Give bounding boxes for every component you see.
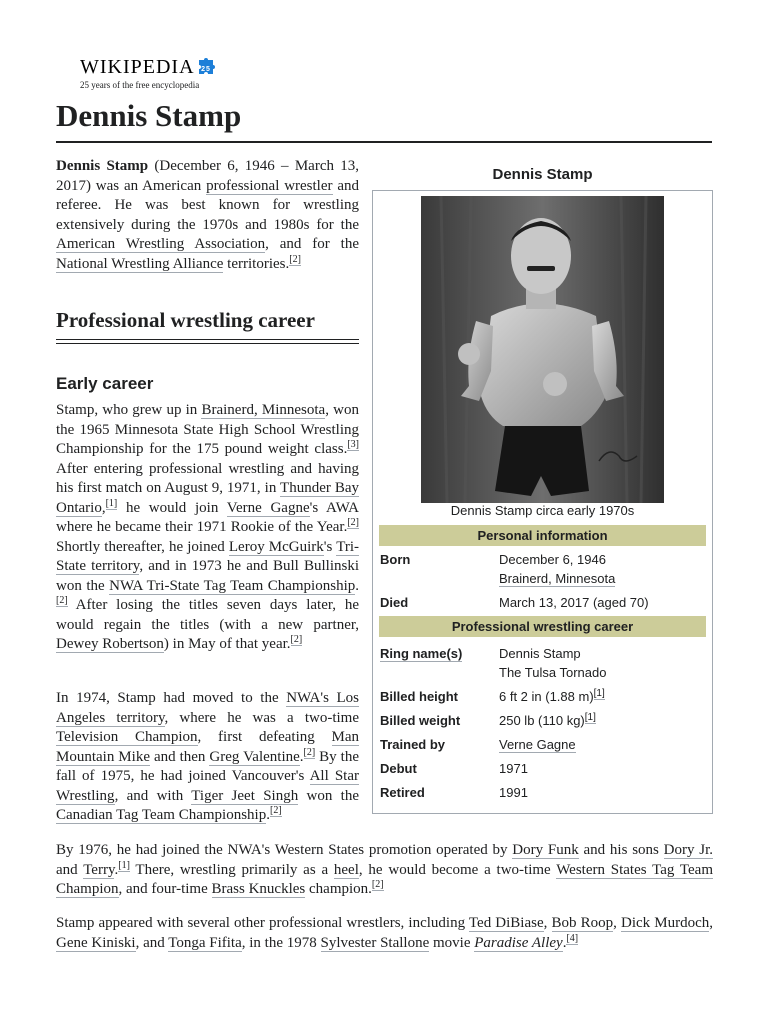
- died-label: Died: [380, 595, 409, 610]
- early-career-paragraph-4: Stamp appeared with several other professional wrestlers, including Ted DiBiase, Bob Roop, Dick Murdoch, Gene Kiniski, and Tonga Fifita, in the 1978 Sylvester Stallone movie Paradise Alley.[4]: [56, 915, 714, 951]
- link-leroy-mcguirk[interactable]: Leroy McGuirk: [228, 538, 324, 555]
- ring-name-2: The Tulsa Tornado: [499, 665, 607, 680]
- photo-caption: Dennis Stamp circa early 1970s: [450, 503, 635, 518]
- logo-tagline: 25 years of the free encyclopedia: [80, 80, 200, 90]
- ref-link[interactable]: [1]: [593, 687, 605, 699]
- early-career-paragraph-1: Stamp, who grew up in Brainerd, Minnesota, won the 1965 Minnesota State High School Wrestling Championship for the 175 pound weight class.[3] After entering professional wrestling and having his first match on August 9, 1971, in Thunder Bay Ontario,[1] he would join Verne Gagne's AWA where he became their 1971 Rookie of the Year.[2] Shortly thereafter, he joined Leroy McGuirk's Tri-State territory, and in 1973 he and Bull Bullinski won the NWA Tri-State Tag Team Championship.[2] After losing the titles seven days later, he would regain the titles (with a new partner, Dewey Robertson) in May of that year.[2]: [56, 402, 359, 652]
- early-career-paragraph-3: By 1976, he had joined the NWA's Western States promotion operated by Dory Funk and his sons Dory Jr. and Terry.[1] There, wrestling primarily as a heel, he would become a two-time Western States Tag Team Champion, and four-time Brass Knuckles champion.[2]: [56, 842, 714, 897]
- link-man-mountain-mike[interactable]: Man Mountain Mike: [56, 729, 359, 765]
- page-title: Dennis Stamp: [56, 96, 712, 143]
- ring-name-values: [499, 644, 606, 682]
- died-value: March 13, 2017 (aged 70): [499, 595, 649, 610]
- link-brainerd[interactable]: Brainerd, Minnesota: [201, 402, 326, 418]
- debut-label: Debut: [380, 761, 417, 776]
- link-brass-knuckles[interactable]: Brass Knuckles: [211, 881, 306, 897]
- ref-link[interactable]: [2]: [303, 746, 316, 758]
- subject-name: Dennis Stamp: [56, 158, 149, 174]
- link-heel[interactable]: heel: [333, 861, 359, 878]
- link-ontario[interactable]: Ontario: [56, 499, 102, 516]
- ring-name-label[interactable]: Ring name(s): [380, 646, 463, 661]
- retired-label: Retired: [380, 785, 425, 800]
- link-terry[interactable]: Terry: [83, 861, 115, 878]
- link-trainer[interactable]: Verne Gagne: [499, 737, 576, 752]
- ref-link[interactable]: [1]: [584, 711, 596, 723]
- ref-link[interactable]: [2]: [289, 253, 301, 265]
- personal-info-header: Personal information: [379, 525, 706, 546]
- link-paradise-alley[interactable]: Paradise Alley: [474, 934, 563, 951]
- link-greg-valentine[interactable]: Greg Valentine: [209, 748, 300, 765]
- infobox: [372, 190, 713, 814]
- debut-value: 1971: [499, 761, 528, 776]
- height-value: 6 ft 2 in (1.88 m)[1]: [499, 687, 605, 704]
- ref-link[interactable]: [2]: [347, 517, 359, 528]
- ref-link[interactable]: [1]: [105, 497, 118, 509]
- logo-wordmark: [80, 56, 217, 79]
- link-awa[interactable]: American Wrestling Association: [56, 236, 266, 252]
- born-date: December 6, 1946: [499, 552, 606, 567]
- link-dewey-robertson[interactable]: Dewey Robertson: [56, 636, 164, 652]
- link-ted-dibiase[interactable]: Ted DiBiase: [468, 915, 544, 931]
- link-verne-gagne[interactable]: Verne Gagne: [226, 499, 310, 516]
- ref-link[interactable]: [2]: [269, 805, 282, 816]
- ref-link[interactable]: [2]: [371, 879, 384, 890]
- link-television-champion[interactable]: Television Champion: [56, 729, 198, 745]
- weight-label: Billed weight: [380, 713, 461, 728]
- wikipedia-logo[interactable]: [80, 56, 217, 90]
- link-nwa-tri-state-tag[interactable]: NWA Tri-State Tag Team Championship: [109, 577, 356, 594]
- link-dory-funk[interactable]: Dory Funk: [512, 842, 579, 858]
- ref-link[interactable]: [1]: [118, 859, 130, 871]
- trained-label: Trained by: [380, 737, 446, 752]
- link-canadian-tag-team[interactable]: Canadian Tag Team Championship: [56, 807, 267, 823]
- link-bob-roop[interactable]: Bob Roop: [551, 915, 614, 931]
- link-western-states-tag[interactable]: Western States Tag Team Champion: [56, 861, 714, 897]
- link-sylvester-stallone[interactable]: Sylvester Stallone: [320, 934, 430, 951]
- subsection-heading: Early career: [56, 374, 154, 393]
- link-nwa[interactable]: National Wrestling Alliance: [56, 255, 224, 272]
- weight-value: 250 lb (110 kg)[1]: [499, 711, 596, 728]
- early-career-paragraph-2: In 1974, Stamp had moved to the NWA's Los Angeles territory, where he was a two-time Television Champion, first defeating Man Mountain Mike and then Greg Valentine.[2] By the fall of 1975, he had joined Vancouver's All Star Wrestling, and with Tiger Jeet Singh won the Canadian Tag Team Championship.[2]: [56, 690, 359, 823]
- link-dory-jr[interactable]: Dory Jr.: [663, 842, 714, 858]
- retired-value: 1991: [499, 785, 528, 800]
- badge-text: 25: [200, 65, 211, 73]
- ref-link[interactable]: [4]: [566, 932, 579, 944]
- born-value: [499, 550, 615, 588]
- link-tiger-jeet-singh[interactable]: Tiger Jeet Singh: [191, 787, 299, 804]
- link-tonga-fifita[interactable]: Tonga Fifita: [168, 934, 242, 951]
- link-dick-murdoch[interactable]: Dick Murdoch: [621, 915, 710, 931]
- puzzle-globe-icon: [195, 57, 217, 79]
- height-label: Billed height: [380, 689, 458, 704]
- ref-link[interactable]: [2]: [290, 634, 303, 645]
- wordmark-text: WIKIPEDIA: [80, 56, 195, 78]
- born-label: Born: [380, 552, 411, 567]
- link-gene-kiniski[interactable]: Gene Kiniski: [56, 934, 136, 951]
- link-tri-state-territory[interactable]: Tri-State territory: [56, 538, 359, 574]
- lead-paragraph: Dennis Stamp (December 6, 1946 – March 13, 2017) was an American professional wrestler and referee. He was best known for wrestling extensively during the 1970s and 1980s for the American Wrestling Association, and for the National Wrestling Alliance territories.[2]: [56, 158, 359, 272]
- link-thunder-bay[interactable]: Thunder Bay: [280, 480, 359, 496]
- photo-illustration: [421, 196, 664, 503]
- link-all-star-wrestling[interactable]: All Star Wrestling: [56, 768, 359, 804]
- link-nwa-los-angeles[interactable]: NWA's Los Angeles territory: [56, 690, 359, 726]
- link-born-place[interactable]: Brainerd, Minnesota: [499, 571, 616, 586]
- section-heading: Professional wrestling career: [56, 308, 359, 340]
- ref-link[interactable]: [2]: [56, 595, 68, 606]
- infobox-title: Dennis Stamp: [492, 166, 593, 183]
- link-professional-wrestler[interactable]: professional wrestler: [206, 177, 333, 194]
- ref-link[interactable]: [3]: [347, 439, 359, 450]
- ring-name-1: Dennis Stamp: [499, 646, 581, 661]
- career-header: Professional wrestling career: [379, 616, 706, 637]
- wrestler-photo[interactable]: [421, 196, 664, 503]
